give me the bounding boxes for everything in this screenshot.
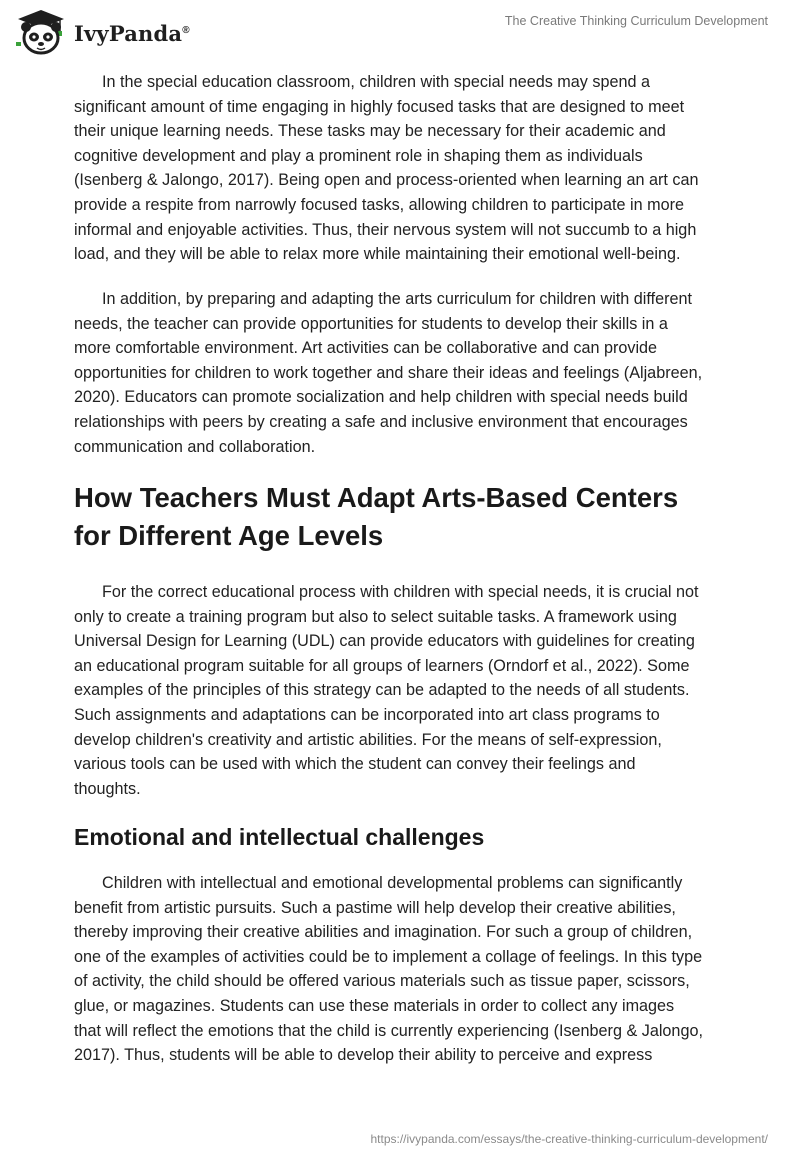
text-line: Universal Design for Learning (UDL) can provide educators with guidelines for creating bbox=[74, 632, 695, 651]
logo[interactable] bbox=[14, 8, 190, 58]
text-line: various tools can be used with which the student can convey their feelings and bbox=[74, 755, 636, 774]
text-line: 2017). Thus, students will be able to develop their ability to perceive and express bbox=[74, 1046, 653, 1065]
panda-logo-icon bbox=[14, 8, 68, 58]
text-line: significant amount of time engaging in highly focused tasks that are designed to meet bbox=[74, 97, 685, 116]
text-line: an educational program suitable for all groups of learners (Orndorf et al., 2022). Some bbox=[74, 656, 690, 675]
heading-line: for Different Age Levels bbox=[74, 520, 384, 551]
text-line: In the special education classroom, children with special needs may spend a bbox=[102, 73, 650, 91]
text-line: of activity, the child should be offered various materials such as tissue paper, scissors, bbox=[74, 972, 690, 991]
text-line: In addition, by preparing and adapting the arts curriculum for children with different bbox=[102, 290, 692, 308]
text-line: needs, the teacher can provide opportunities for students to develop their skills in a bbox=[74, 314, 668, 333]
registered-mark: ® bbox=[182, 24, 190, 36]
text-line: For the correct educational process with children with special needs, it is crucial not bbox=[102, 583, 699, 601]
text-line: develop children's creativity and artistic abilities. For the means of self-expression, bbox=[74, 730, 662, 749]
page-header bbox=[0, 0, 800, 70]
text-line: communication and collaboration. bbox=[74, 437, 316, 456]
text-line: cognitive development and play a prominent role in shaping them as individuals bbox=[74, 146, 643, 165]
heading-line: How Teachers Must Adapt Arts-Based Centers bbox=[74, 482, 679, 513]
text-line: relationships with peers by creating a safe and inclusive environment that encourages bbox=[74, 412, 688, 431]
text-line: examples of the principles of this strategy can be adapted to the needs of all students. bbox=[74, 681, 690, 700]
text-line: Children with intellectual and emotional developmental problems can significantly bbox=[102, 874, 683, 892]
paragraph bbox=[74, 287, 734, 459]
paragraph bbox=[74, 871, 734, 1068]
text-line: Such assignments and adaptations can be incorporated into art class programs to bbox=[74, 705, 660, 724]
logo-text: IvyPanda® bbox=[74, 20, 190, 46]
text-line: provide a respite from narrowly focused tasks, allowing children to participate in more bbox=[74, 195, 685, 214]
paragraph bbox=[74, 70, 734, 267]
paragraph bbox=[74, 580, 734, 801]
text-line: thereby improving their creative abilities and imagination. For such a group of children, bbox=[74, 923, 693, 942]
text-line: benefit from artistic pursuits. Such a pastime will help develop their creative abilities, bbox=[74, 898, 676, 917]
text-line: that will reflect the emotions that the child is currently experiencing (Isenberg & Jalongo, bbox=[74, 1021, 703, 1040]
text-line: informal and enjoyable activities. Thus, their nervous system will not succumb to a high bbox=[74, 220, 697, 239]
subsection-heading: Emotional and intellectual challenges bbox=[74, 824, 485, 850]
text-line: load, and they will be able to relax more while maintaining their emotional well-being. bbox=[74, 245, 681, 264]
text-line: more comfortable environment. Art activities can be collaborative and can provide bbox=[74, 339, 658, 358]
section-heading bbox=[74, 479, 754, 555]
text-line: only to create a training program but also to select suitable tasks. A framework using bbox=[74, 607, 677, 626]
text-line: thoughts. bbox=[74, 779, 141, 798]
text-line: (Isenberg & Jalongo, 2017). Being open and process-oriented when learning an art can bbox=[74, 171, 699, 190]
document-title: The Creative Thinking Curriculum Development bbox=[504, 14, 768, 28]
text-line: their unique learning needs. These tasks may be necessary for their academic and bbox=[74, 122, 666, 141]
text-line: opportunities for children to work together and share their ideas and feelings (Aljabreen, bbox=[74, 363, 703, 382]
text-line: glue, or magazines. Students can use these materials in order to collect any images bbox=[74, 996, 675, 1015]
text-line: one of the examples of activities could be to implement a collage of feelings. In this type bbox=[74, 947, 703, 966]
source-url[interactable]: https://ivypanda.com/essays/the-creative-thinking-curriculum-development/ bbox=[370, 1132, 768, 1146]
text-line: 2020). Educators can promote socialization and help children with special needs build bbox=[74, 388, 688, 407]
